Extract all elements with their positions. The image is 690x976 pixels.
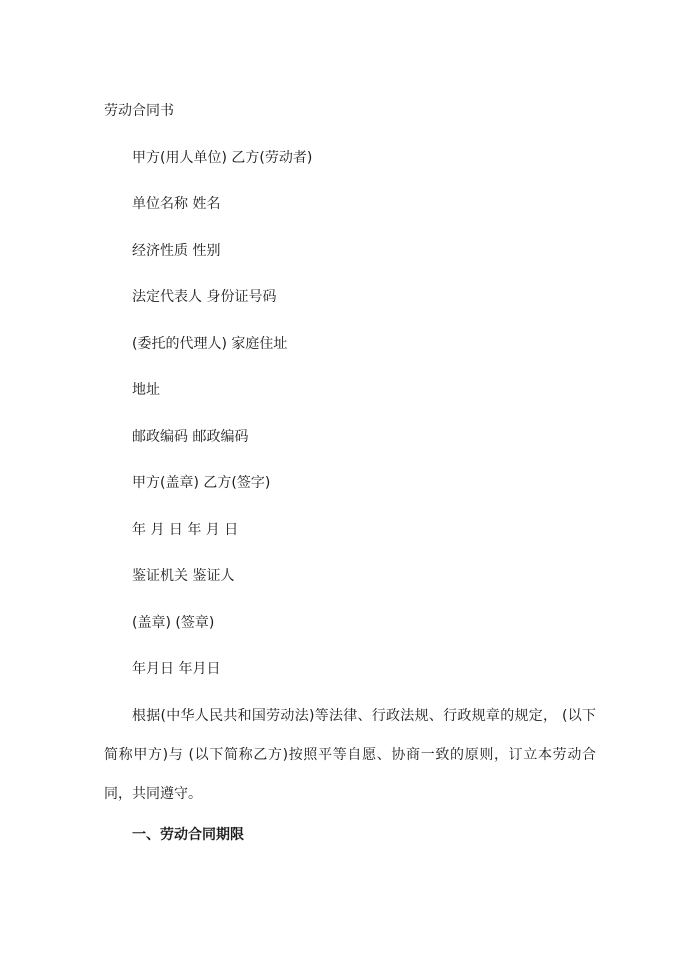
agent-address-line: (委托的代理人) 家庭住址 — [132, 336, 288, 352]
name-line: 单位名称 姓名 — [132, 196, 221, 212]
address-line: 地址 — [132, 382, 160, 398]
representative-id-line: 法定代表人 身份证号码 — [132, 289, 277, 305]
verification-seal-line: (盖章) (签章) — [132, 615, 215, 631]
seal-signature-line: 甲方(盖章) 乙方(签字) — [132, 475, 271, 491]
verification-date-line: 年月日 年月日 — [132, 661, 221, 677]
postal-code-line: 邮政编码 邮政编码 — [132, 429, 249, 445]
party-header-line: 甲方(用人单位) 乙方(劳动者) — [132, 150, 313, 166]
date-line: 年 月 日 年 月 日 — [132, 522, 239, 538]
document-title: 劳动合同书 — [104, 103, 174, 119]
nature-gender-line: 经济性质 性别 — [132, 243, 221, 259]
section-heading: 一、劳动合同期限 — [132, 827, 244, 843]
preamble-paragraph: 根据(中华人民共和国劳动法)等法律、行政法规、行政规章的规定， (以下简称甲方)与 (以下简称乙方)按照平等自愿、协商一致的原则，订立本劳动合同，共同遵守。 — [104, 708, 596, 802]
verification-line: 鉴证机关 鉴证人 — [132, 568, 235, 584]
